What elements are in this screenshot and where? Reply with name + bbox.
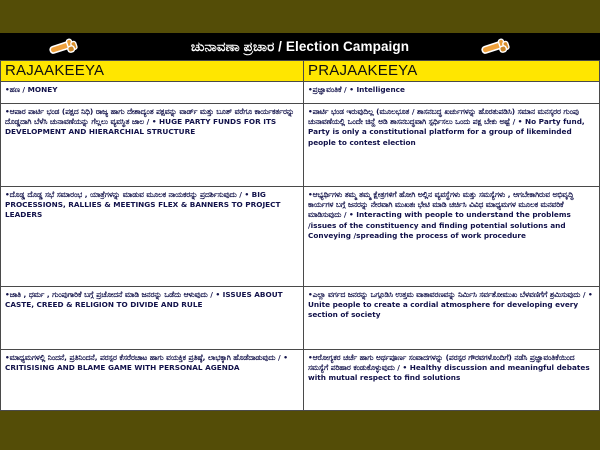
table-cell-prajaakeeya bbox=[304, 104, 600, 187]
title-bar bbox=[0, 33, 600, 60]
column-header-rajaakeeya bbox=[0, 60, 304, 82]
table-row bbox=[0, 104, 600, 187]
table-row bbox=[0, 350, 600, 411]
table-cell-rajaakeeya bbox=[0, 287, 304, 350]
cell-text: •ಆಭ್ಯರ್ಥಿಗಳು ತಮ್ಮ ತಮ್ಮ ಕ್ಷೇತ್ರಗಳಿಗೆ ಹೋಗಿ ಅಲ್ಲಿನ ವ್ಯವಸ್ಥೆಗಳು ಮತ್ತು ಸಮಸ್ಯೆಗಳು , ಆಗಬೇಕಾಗಿರುವ ಅಭಿವೃದ್ಧಿ ಕಾರ್ಯಗಳ ಬಗ್ಗೆ ಜನರನ್ನು ನೇರವಾಗಿ ಮುಖತಃ ಭೇಟಿ ಮಾಡಿ ಚರ್ಚಿಸಿ ವಿವಿಧ ಮಾಧ್ಯಮಗಳ ಮೂಲಕ ಮನವರಿಕೆ ಮಾಡಿಸುವುದು / • Interacting with people to understand the problems /issues of the constituency and finding potential solutions and Conveying /spreading the process of work procedure bbox=[308, 190, 574, 240]
column-header-rajaakeeya-label: RAJAAKEEYA bbox=[5, 62, 105, 79]
cell-text: •ಹಣ / MONEY bbox=[5, 85, 58, 94]
table-cell-prajaakeeya bbox=[304, 287, 600, 350]
campaign-logo-left-icon bbox=[46, 35, 86, 59]
cell-text: •ಮಾಧ್ಯಮಗಳಲ್ಲಿ ನಿಂದನೆ, ಪ್ರತಿನಿಂದನೆ, ಪರಸ್ಪರ ಕೆಸರೆರಚಾಟ ಹಾಗು ವಯಕ್ತಿಕ ಪ್ರತಿಷ್ಠೆ, ಲಾಭಕ್ಕಾಗಿ ಹೊಡೆದಾಡುವುದು / • CRITISISING AND BLAME GAME WITH PERSONAL AGENDA bbox=[5, 353, 288, 373]
table-row bbox=[0, 187, 600, 287]
cell-text: •ಪಾರ್ಟಿ ಭಂಡ ಇರುವುದಿಲ್ಲ (ಮೂಲಭೂತ / ಶಾಸನಬದ್ಧ ಖರ್ಚುಗಳನ್ನು ಹೊರತುಪಡಿಸಿ) ಸಮಾನ ಮನಸ್ಕರರ ಗುಂಪು ಚುನಾವಣೆಯಲ್ಲಿ ಒಂದೇ ಚಿನ್ಹೆ ಅಡಿ ಶಾಸನಬದ್ಧವಾಗಿ ಸ್ಪರ್ಧಿಸಲು ಒಂದು ಪಕ್ಷ ಬೇಕು ಅಷ್ಟೆ / • No Party fund, Party is only a constitutional platform for a group of likeminded people to contest election bbox=[308, 107, 585, 147]
table-cell-rajaakeeya bbox=[0, 350, 304, 411]
table-cell-rajaakeeya bbox=[0, 82, 304, 104]
cell-text: •ಆಪಾರ ಪಾರ್ಟಿ ಭಂಡ (ಪಕ್ಷದ ನಿಧಿ) ರಾಜ್ಯ ಹಾಗು ದೇಶಾದ್ಯಂತ ಪಕ್ಷವನ್ನು ವಾರ್ಡ್ ಮತ್ತು ಬೂತ್ ವರೆಗೂ ಕಾರ್ಯಕರ್ತರನ್ನು ದೊಡ್ಡದಾಗಿ ಬೆಳೆಸಿ ಚುನಾವಣೆಯನ್ನು ಗೆಲ್ಲಲು ವ್ಯವಸ್ಥಿತ ಜಾಲ / • HUGE PARTY FUNDS FOR ITS DEVELOPMENT AND HIERARCHIAL STRUCTURE bbox=[5, 107, 295, 137]
column-header-prajaakeeya-label: PRAJAAKEEYA bbox=[308, 62, 418, 79]
table-cell-rajaakeeya bbox=[0, 187, 304, 287]
cell-text: •ಪ್ರಜ್ಞಾವಂತಿಕೆ / • Intelligence bbox=[308, 85, 405, 94]
comparison-table bbox=[0, 60, 600, 411]
table-row bbox=[0, 287, 600, 350]
table-cell-rajaakeeya bbox=[0, 104, 304, 187]
table-cell-prajaakeeya bbox=[304, 350, 600, 411]
cell-text: •ಜಾತಿ , ಧರ್ಮ , ಗುಂಪುಗಾರಿಕೆ ಬಗ್ಗೆ ಪ್ರಚೋದನೆ ಮಾಡಿ ಜನರನ್ನು ಒಡೆದು ಆಳುವುದು / • ISSUES ABOUT CASTE, CREED & RELIGION TO DIVIDE AND RULE bbox=[5, 290, 283, 310]
column-header-prajaakeeya bbox=[304, 60, 600, 82]
table-cell-prajaakeeya bbox=[304, 187, 600, 287]
cell-text: •ದೊಡ್ಡ ದೊಡ್ಡ ಸಭೆ ಸಮಾರಂಭ , ಯಾತ್ರೆಗಳನ್ನು ಮಾಡುವ ಮೂಲಕ ನಾಯಕರನ್ನು ಪ್ರದರ್ಶಿಸುವುದು / • BIG PROCESSIONS, RALLIES & MEETINGS FLEX & BANNERS TO PROJECT LEADERS bbox=[5, 190, 281, 220]
table-cell-prajaakeeya bbox=[304, 82, 600, 104]
table-header-row bbox=[0, 60, 600, 82]
campaign-logo-right-icon bbox=[478, 35, 518, 59]
cell-text: •ಆರೋಗ್ಯಕರ ಚರ್ಚೆ ಹಾಗು ಅರ್ಥಪೂರ್ಣ ಸಂವಾದಗಳನ್ನು (ಪರಸ್ಪರ ಗೌರವಗಳೊಂದಿಗೆ) ನಡೆಸಿ ಪ್ರಜ್ಞಾವಂತಿಕೆಯಿಂದ ಸಮಸ್ಯೆಗೆ ಪರಿಹಾರ ಕಂಡುಕೊಳ್ಳುವುದು / • Healthy discussion and meaningful debates with mutual respect to find solutions bbox=[308, 353, 590, 383]
table-row bbox=[0, 82, 600, 104]
cell-text: •ಎಲ್ಲಾ ವರ್ಗದ ಜನರನ್ನು ಒಗ್ಗೂಡಿಸಿ ಉತ್ತಮ ವಾತಾವರಣವನ್ನು ನಿರ್ಮಿಸಿ ಸರ್ವತೋಮುಖ ಬೆಳವಣಿಗೆಗೆ ಶ್ರಮಿಸುವುದು / • Unite people to create a cordial atmosphere for developing every section of society bbox=[308, 290, 593, 320]
page-title: ಚುನಾವಣಾ ಪ್ರಚಾರ / Election Campaign bbox=[190, 38, 410, 54]
